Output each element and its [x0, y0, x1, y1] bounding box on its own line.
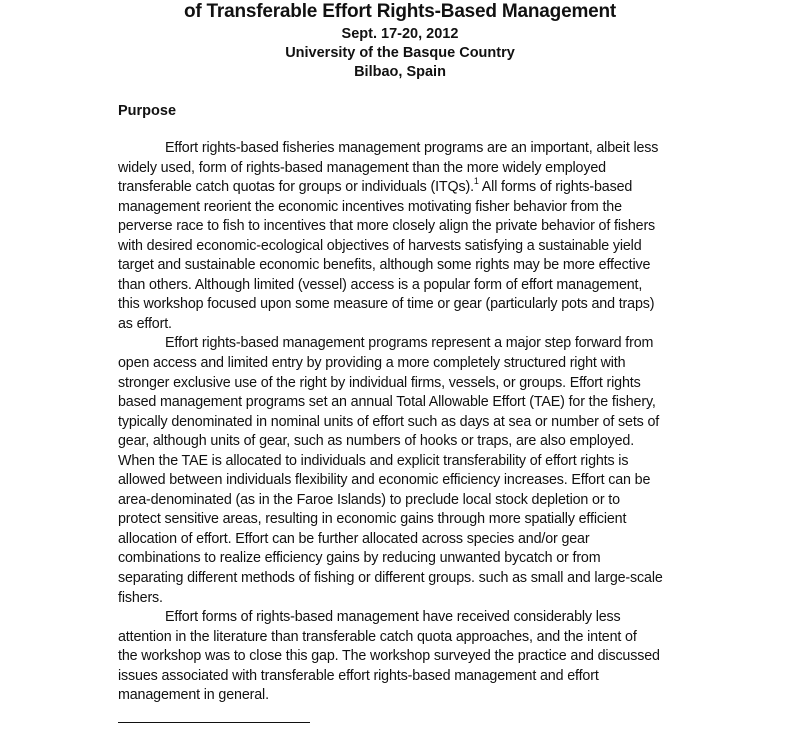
text-line: the workshop was to close this gap. The workshop surveyed the practice and discussed	[118, 648, 660, 665]
text-line: with desired economic-ecological objectives of harvests satisfying a sustainable yield	[118, 237, 642, 254]
text-line: When the TAE is allocated to individuals and explicit transferability of effort rights is	[118, 452, 629, 469]
text-line: allocation of effort. Effort can be further allocated across species and/or gear	[118, 530, 590, 547]
event-city: Bilbao, Spain	[354, 64, 446, 80]
text-line: typically denominated in nominal units of effort such as days at sea or number of sets of	[118, 413, 660, 430]
text-line: Effort rights-based management programs represent a major step forward from	[165, 335, 654, 352]
section-heading-purpose: Purpose	[118, 103, 177, 119]
text-line: area-denominated (as in the Faroe Islands) to preclude local stock depletion or to	[118, 491, 620, 508]
text-segment: All forms of rights-based	[478, 179, 633, 196]
text-line: Effort rights-based fisheries management programs are an important, albeit less	[165, 140, 659, 156]
text-segment: transferable catch quotas for groups or individuals (ITQs).	[118, 179, 474, 196]
footnote-marker[interactable]: 1	[473, 176, 479, 187]
text-line: separating different methods of fishing or different groups. such as small and large-scale	[118, 570, 663, 587]
text-line: management in general.	[118, 687, 269, 704]
text-line: combinations to realize efficiency gains by reducing unwanted bycatch or from	[118, 550, 601, 567]
text-line: this workshop focused upon some measure of time or gear (particularly pots and traps)	[118, 296, 655, 313]
text-line: gear, although units of gear, such as numbers of hooks or traps, are also employed.	[118, 433, 635, 450]
paragraph-3	[118, 608, 678, 706]
document-body	[118, 139, 678, 706]
text-line: widely used, form of rights-based management than the more widely employed	[118, 159, 606, 176]
text-line: protect sensitive areas, resulting in economic gains through more spatially efficient	[118, 511, 627, 528]
text-line: than others. Although limited (vessel) access is a popular form of effort management,	[118, 276, 643, 293]
text-line: open access and limited entry by providing a more completely structured right with	[118, 355, 626, 372]
text-line: Effort forms of rights-based management have received considerably less	[165, 609, 621, 626]
text-line: target and sustainable economic benefits, although some rights may be more effective	[118, 257, 651, 274]
paragraph-2	[118, 334, 678, 608]
text-line: allowed between individuals flexibility and economic efficiency increases. Effort can be	[118, 472, 651, 489]
text-line: stronger exclusive use of the right by individual firms, vessels, or groups. Effort rights	[118, 374, 641, 391]
document-title: of Transferable Effort Rights-Based Management	[183, 1, 617, 22]
event-date: Sept. 17-20, 2012	[341, 26, 459, 42]
text-line: perverse race to fish to incentives that more closely align the private behavior of fishers	[118, 218, 656, 235]
text-line: based management programs set an annual Total Allowable Effort (TAE) for the fishery,	[118, 394, 656, 411]
text-line: issues associated with transferable effort rights-based management and effort	[118, 667, 599, 684]
footnote-separator	[118, 722, 310, 723]
text-line: management reorient the economic incentives motivating fisher behavior from the	[118, 198, 622, 215]
text-line: attention in the literature than transferable catch quota approaches, and the intent of	[118, 628, 637, 645]
text-line: as effort.	[118, 315, 172, 332]
text-line	[118, 178, 678, 198]
paragraph-1	[118, 139, 678, 334]
text-line: fishers.	[118, 589, 163, 606]
event-venue: University of the Basque Country	[285, 45, 515, 61]
